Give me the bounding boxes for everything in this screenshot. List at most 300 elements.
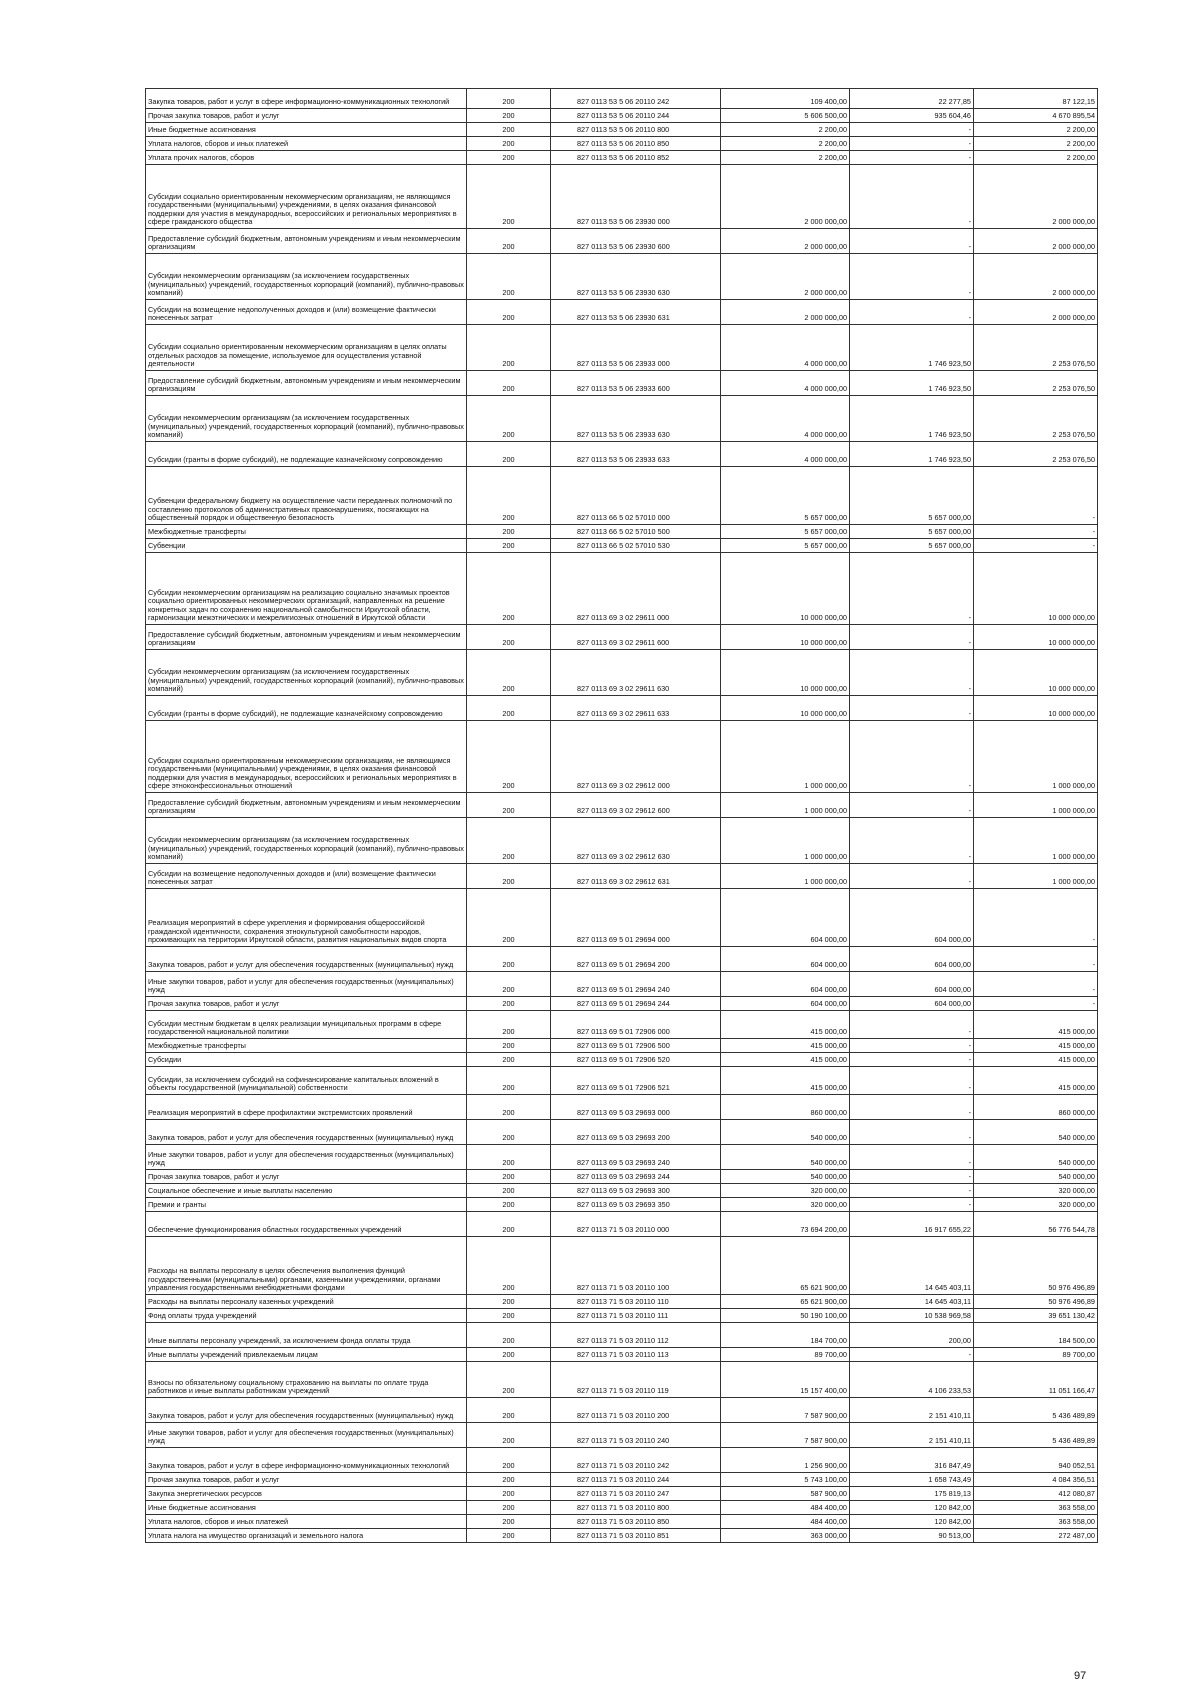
row-name: Субсидии некоммерческим организациям (за исключением государственных (муниципальных) учреждений, государственных корпораций (компаний), публично-правовых компаний) [146, 254, 467, 300]
row-name: Закупка товаров, работ и услуг для обеспечения государственных (муниципальных) нужд [146, 1120, 467, 1145]
row-line-code: 200 [467, 793, 551, 818]
row-approved-amount: 2 200,00 [721, 137, 850, 151]
row-executed-amount: - [850, 1348, 974, 1362]
row-name: Фонд оплаты труда учреждений [146, 1309, 467, 1323]
table-row [146, 818, 1098, 864]
row-name: Закупка товаров, работ и услуг для обеспечения государственных (муниципальных) нужд [146, 1398, 467, 1423]
table-row [146, 254, 1098, 300]
row-name: Прочая закупка товаров, работ и услуг [146, 997, 467, 1011]
row-name: Закупка товаров, работ и услуг в сфере информационно-коммуникационных технологий [146, 1448, 467, 1473]
row-executed-amount: - [850, 1145, 974, 1170]
table-row [146, 1170, 1098, 1184]
row-unexecuted-amount: 10 000 000,00 [974, 553, 1098, 625]
budget-execution-table [145, 88, 1098, 1543]
row-line-code: 200 [467, 1362, 551, 1398]
row-approved-amount: 587 900,00 [721, 1487, 850, 1501]
row-line-code: 200 [467, 818, 551, 864]
row-line-code: 200 [467, 625, 551, 650]
table-row [146, 1145, 1098, 1170]
row-name: Субсидии социально ориентированным некоммерческим организациям, не являющимся государственными (муниципальными) учреждениями, в целях оказания финансовой поддержки для участия в международных, всероссийских и региональных мероприятиях в сфере этноконфессиональных отношений [146, 721, 467, 793]
row-budget-code: 827 0113 53 5 06 20110 850 [551, 137, 721, 151]
table-row [146, 1212, 1098, 1237]
table-row [146, 300, 1098, 325]
row-unexecuted-amount: 87 122,15 [974, 89, 1098, 109]
row-approved-amount: 1 000 000,00 [721, 793, 850, 818]
row-budget-code: 827 0113 69 5 03 29693 300 [551, 1184, 721, 1198]
row-executed-amount: - [850, 1067, 974, 1095]
row-executed-amount: 2 151 410,11 [850, 1398, 974, 1423]
row-approved-amount: 5 657 000,00 [721, 467, 850, 525]
row-budget-code: 827 0113 71 5 03 20110 000 [551, 1212, 721, 1237]
budget-table-sheet [145, 88, 1097, 1543]
row-approved-amount: 10 000 000,00 [721, 553, 850, 625]
row-line-code: 200 [467, 972, 551, 997]
row-budget-code: 827 0113 71 5 03 20110 247 [551, 1487, 721, 1501]
row-executed-amount: - [850, 650, 974, 696]
row-executed-amount: 2 151 410,11 [850, 1423, 974, 1448]
table-row [146, 396, 1098, 442]
row-line-code: 200 [467, 864, 551, 889]
row-approved-amount: 320 000,00 [721, 1198, 850, 1212]
row-unexecuted-amount: 320 000,00 [974, 1198, 1098, 1212]
row-approved-amount: 10 000 000,00 [721, 696, 850, 721]
row-line-code: 200 [467, 89, 551, 109]
row-budget-code: 827 0113 71 5 03 20110 112 [551, 1323, 721, 1348]
row-unexecuted-amount: 39 651 130,42 [974, 1309, 1098, 1323]
row-unexecuted-amount: 2 253 076,50 [974, 396, 1098, 442]
row-line-code: 200 [467, 442, 551, 467]
row-approved-amount: 89 700,00 [721, 1348, 850, 1362]
row-unexecuted-amount: 2 200,00 [974, 151, 1098, 165]
row-line-code: 200 [467, 325, 551, 371]
row-line-code: 200 [467, 1529, 551, 1543]
row-budget-code: 827 0113 71 5 03 20110 100 [551, 1237, 721, 1295]
row-budget-code: 827 0113 69 5 03 29693 240 [551, 1145, 721, 1170]
row-name: Субсидии на возмещение недополученных доходов и (или) возмещение фактически понесенных затрат [146, 864, 467, 889]
row-approved-amount: 1 000 000,00 [721, 864, 850, 889]
row-executed-amount: 5 657 000,00 [850, 539, 974, 553]
row-unexecuted-amount: 50 976 496,89 [974, 1295, 1098, 1309]
table-row [146, 997, 1098, 1011]
row-name: Субсидии некоммерческим организациям на реализацию социально значимых проектов социально ориентированных некоммерческих организаций, направленных на решение конкретных задач по сохранению национальной самобытности Иркутской области, гармонизации межэтнических и межрелигиозных отношений в Иркутской области [146, 553, 467, 625]
row-line-code: 200 [467, 109, 551, 123]
row-line-code: 200 [467, 137, 551, 151]
row-approved-amount: 484 400,00 [721, 1515, 850, 1529]
row-line-code: 200 [467, 889, 551, 947]
row-budget-code: 827 0113 71 5 03 20110 240 [551, 1423, 721, 1448]
row-name: Взносы по обязательному социальному страхованию на выплаты по оплате труда работников и иные выплаты работникам учреждений [146, 1362, 467, 1398]
table-row [146, 650, 1098, 696]
row-budget-code: 827 0113 69 5 01 29694 244 [551, 997, 721, 1011]
row-unexecuted-amount: 184 500,00 [974, 1323, 1098, 1348]
row-executed-amount: - [850, 1053, 974, 1067]
row-executed-amount: 1 746 923,50 [850, 442, 974, 467]
row-budget-code: 827 0113 69 5 01 72906 500 [551, 1039, 721, 1053]
row-executed-amount: 120 842,00 [850, 1515, 974, 1529]
row-executed-amount: - [850, 1170, 974, 1184]
table-row [146, 1039, 1098, 1053]
table-row [146, 1529, 1098, 1543]
row-unexecuted-amount: 5 436 489,89 [974, 1423, 1098, 1448]
row-name: Закупка товаров, работ и услуг в сфере информационно-коммуникационных технологий [146, 89, 467, 109]
row-name: Социальное обеспечение и иные выплаты населению [146, 1184, 467, 1198]
row-unexecuted-amount: 320 000,00 [974, 1184, 1098, 1198]
row-budget-code: 827 0113 53 5 06 20110 852 [551, 151, 721, 165]
row-budget-code: 827 0113 69 5 01 72906 520 [551, 1053, 721, 1067]
row-name: Иные бюджетные ассигнования [146, 1501, 467, 1515]
row-approved-amount: 65 621 900,00 [721, 1295, 850, 1309]
row-budget-code: 827 0113 53 5 06 23930 631 [551, 300, 721, 325]
row-unexecuted-amount: 1 000 000,00 [974, 818, 1098, 864]
row-approved-amount: 2 000 000,00 [721, 229, 850, 254]
row-approved-amount: 1 256 900,00 [721, 1448, 850, 1473]
row-budget-code: 827 0113 69 5 01 72906 000 [551, 1011, 721, 1039]
row-line-code: 200 [467, 123, 551, 137]
row-executed-amount: - [850, 696, 974, 721]
row-name: Расходы на выплаты персоналу в целях обеспечения выполнения функций государственными (муниципальными) органами, казенными учреждениями, органами управления государственными внебюджетными фондами [146, 1237, 467, 1295]
row-unexecuted-amount: 10 000 000,00 [974, 696, 1098, 721]
row-approved-amount: 15 157 400,00 [721, 1362, 850, 1398]
row-executed-amount: 604 000,00 [850, 997, 974, 1011]
row-executed-amount: 175 819,13 [850, 1487, 974, 1501]
row-executed-amount: - [850, 625, 974, 650]
row-approved-amount: 4 000 000,00 [721, 325, 850, 371]
row-approved-amount: 10 000 000,00 [721, 650, 850, 696]
row-line-code: 200 [467, 1398, 551, 1423]
row-line-code: 200 [467, 1423, 551, 1448]
row-name: Предоставление субсидий бюджетным, автономным учреждениям и иным некоммерческим организациям [146, 371, 467, 396]
row-unexecuted-amount: 540 000,00 [974, 1145, 1098, 1170]
row-name: Обеспечение функционирования областных государственных учреждений [146, 1212, 467, 1237]
row-line-code: 200 [467, 539, 551, 553]
row-budget-code: 827 0113 69 5 01 29694 200 [551, 947, 721, 972]
row-budget-code: 827 0113 69 5 03 29693 200 [551, 1120, 721, 1145]
row-executed-amount: - [850, 151, 974, 165]
row-name: Предоставление субсидий бюджетным, автономным учреждениям и иным некоммерческим организациям [146, 793, 467, 818]
row-line-code: 200 [467, 1184, 551, 1198]
row-approved-amount: 604 000,00 [721, 947, 850, 972]
table-row [146, 972, 1098, 997]
row-line-code: 200 [467, 553, 551, 625]
row-budget-code: 827 0113 66 5 02 57010 530 [551, 539, 721, 553]
row-unexecuted-amount: 2 000 000,00 [974, 254, 1098, 300]
row-approved-amount: 4 000 000,00 [721, 396, 850, 442]
row-name: Иные бюджетные ассигнования [146, 123, 467, 137]
table-row [146, 1095, 1098, 1120]
row-name: Уплата налога на имущество организаций и земельного налога [146, 1529, 467, 1543]
row-executed-amount: 90 513,00 [850, 1529, 974, 1543]
row-unexecuted-amount: 860 000,00 [974, 1095, 1098, 1120]
row-approved-amount: 5 743 100,00 [721, 1473, 850, 1487]
row-unexecuted-amount: 2 000 000,00 [974, 300, 1098, 325]
row-budget-code: 827 0113 53 5 06 23933 000 [551, 325, 721, 371]
row-approved-amount: 540 000,00 [721, 1120, 850, 1145]
row-unexecuted-amount: - [974, 467, 1098, 525]
row-executed-amount: 5 657 000,00 [850, 467, 974, 525]
row-line-code: 200 [467, 1145, 551, 1170]
row-budget-code: 827 0113 69 5 03 29693 244 [551, 1170, 721, 1184]
row-approved-amount: 415 000,00 [721, 1053, 850, 1067]
row-unexecuted-amount: 2 200,00 [974, 137, 1098, 151]
table-row [146, 1515, 1098, 1529]
table-row [146, 947, 1098, 972]
table-row [146, 137, 1098, 151]
row-name: Закупка энергетических ресурсов [146, 1487, 467, 1501]
row-budget-code: 827 0113 71 5 03 20110 200 [551, 1398, 721, 1423]
row-budget-code: 827 0113 69 3 02 29612 631 [551, 864, 721, 889]
row-line-code: 200 [467, 1515, 551, 1529]
row-approved-amount: 415 000,00 [721, 1039, 850, 1053]
row-name: Иные закупки товаров, работ и услуг для обеспечения государственных (муниципальных) нужд [146, 1145, 467, 1170]
row-approved-amount: 2 000 000,00 [721, 165, 850, 229]
row-executed-amount: - [850, 300, 974, 325]
table-row [146, 1237, 1098, 1295]
row-unexecuted-amount: 4 084 356,51 [974, 1473, 1098, 1487]
row-budget-code: 827 0113 69 3 02 29612 000 [551, 721, 721, 793]
row-executed-amount: - [850, 721, 974, 793]
row-executed-amount: 1 746 923,50 [850, 396, 974, 442]
table-row [146, 539, 1098, 553]
row-line-code: 200 [467, 1309, 551, 1323]
table-row [146, 525, 1098, 539]
row-name: Иные выплаты учреждений привлекаемым лицам [146, 1348, 467, 1362]
row-budget-code: 827 0113 71 5 03 20110 242 [551, 1448, 721, 1473]
row-approved-amount: 50 190 100,00 [721, 1309, 850, 1323]
row-name: Субвенции [146, 539, 467, 553]
row-line-code: 200 [467, 467, 551, 525]
row-approved-amount: 4 000 000,00 [721, 371, 850, 396]
row-approved-amount: 604 000,00 [721, 889, 850, 947]
row-line-code: 200 [467, 1212, 551, 1237]
table-row [146, 1448, 1098, 1473]
row-approved-amount: 109 400,00 [721, 89, 850, 109]
row-executed-amount: - [850, 229, 974, 254]
row-executed-amount: 935 604,46 [850, 109, 974, 123]
row-unexecuted-amount: 363 558,00 [974, 1501, 1098, 1515]
row-name: Иные закупки товаров, работ и услуг для обеспечения государственных (муниципальных) нужд [146, 1423, 467, 1448]
row-budget-code: 827 0113 53 5 06 20110 242 [551, 89, 721, 109]
table-row [146, 1053, 1098, 1067]
table-row [146, 1011, 1098, 1039]
row-executed-amount: - [850, 123, 974, 137]
row-executed-amount: 16 917 655,22 [850, 1212, 974, 1237]
row-unexecuted-amount: 2 200,00 [974, 123, 1098, 137]
row-name: Субвенции федеральному бюджету на осуществление части переданных полномочий по составлению протоколов об административных правонарушениях, посягающих на общественный порядок и общественную безопасность [146, 467, 467, 525]
row-budget-code: 827 0113 71 5 03 20110 244 [551, 1473, 721, 1487]
row-name: Расходы на выплаты персоналу казенных учреждений [146, 1295, 467, 1309]
row-approved-amount: 415 000,00 [721, 1067, 850, 1095]
row-executed-amount: 120 842,00 [850, 1501, 974, 1515]
table-row [146, 109, 1098, 123]
table-row [146, 151, 1098, 165]
row-approved-amount: 5 657 000,00 [721, 539, 850, 553]
table-row [146, 442, 1098, 467]
row-budget-code: 827 0113 69 3 02 29611 633 [551, 696, 721, 721]
row-name: Межбюджетные трансферты [146, 1039, 467, 1053]
row-name: Прочая закупка товаров, работ и услуг [146, 109, 467, 123]
row-unexecuted-amount: 412 080,87 [974, 1487, 1098, 1501]
row-budget-code: 827 0113 69 3 02 29612 630 [551, 818, 721, 864]
row-unexecuted-amount: 10 000 000,00 [974, 625, 1098, 650]
table-row [146, 793, 1098, 818]
row-line-code: 200 [467, 1487, 551, 1501]
row-unexecuted-amount: 56 776 544,78 [974, 1212, 1098, 1237]
row-budget-code: 827 0113 69 5 01 29694 000 [551, 889, 721, 947]
row-name: Субсидии местным бюджетам в целях реализации муниципальных программ в сфере государственной национальной политики [146, 1011, 467, 1039]
row-line-code: 200 [467, 997, 551, 1011]
table-row [146, 371, 1098, 396]
row-approved-amount: 7 587 900,00 [721, 1423, 850, 1448]
row-budget-code: 827 0113 53 5 06 23933 600 [551, 371, 721, 396]
row-budget-code: 827 0113 71 5 03 20110 850 [551, 1515, 721, 1529]
row-unexecuted-amount: - [974, 947, 1098, 972]
row-budget-code: 827 0113 71 5 03 20110 113 [551, 1348, 721, 1362]
table-row [146, 889, 1098, 947]
table-row [146, 1120, 1098, 1145]
row-approved-amount: 2 200,00 [721, 123, 850, 137]
row-unexecuted-amount: 2 000 000,00 [974, 229, 1098, 254]
row-unexecuted-amount: 1 000 000,00 [974, 793, 1098, 818]
row-name: Предоставление субсидий бюджетным, автономным учреждениям и иным некоммерческим организациям [146, 625, 467, 650]
row-budget-code: 827 0113 71 5 03 20110 111 [551, 1309, 721, 1323]
row-line-code: 200 [467, 1448, 551, 1473]
table-row [146, 553, 1098, 625]
row-budget-code: 827 0113 53 5 06 23933 633 [551, 442, 721, 467]
row-budget-code: 827 0113 69 5 03 29693 000 [551, 1095, 721, 1120]
row-line-code: 200 [467, 1237, 551, 1295]
row-unexecuted-amount: 50 976 496,89 [974, 1237, 1098, 1295]
row-name: Уплата налогов, сборов и иных платежей [146, 1515, 467, 1529]
row-executed-amount: 10 538 969,58 [850, 1309, 974, 1323]
row-approved-amount: 540 000,00 [721, 1145, 850, 1170]
row-budget-code: 827 0113 69 3 02 29611 600 [551, 625, 721, 650]
row-executed-amount: 200,00 [850, 1323, 974, 1348]
row-executed-amount: - [850, 793, 974, 818]
row-executed-amount: - [850, 1011, 974, 1039]
row-unexecuted-amount: 272 487,00 [974, 1529, 1098, 1543]
row-executed-amount: - [850, 254, 974, 300]
page-number: 97 [1074, 1670, 1087, 1682]
row-name: Субсидии (гранты в форме субсидий), не подлежащие казначейскому сопровождению [146, 442, 467, 467]
row-unexecuted-amount: 2 253 076,50 [974, 371, 1098, 396]
row-unexecuted-amount: - [974, 539, 1098, 553]
row-executed-amount: 5 657 000,00 [850, 525, 974, 539]
row-budget-code: 827 0113 66 5 02 57010 500 [551, 525, 721, 539]
row-executed-amount: 22 277,85 [850, 89, 974, 109]
row-executed-amount: 4 106 233,53 [850, 1362, 974, 1398]
table-row [146, 1362, 1098, 1398]
row-line-code: 200 [467, 525, 551, 539]
row-name: Межбюджетные трансферты [146, 525, 467, 539]
row-line-code: 200 [467, 696, 551, 721]
table-row [146, 229, 1098, 254]
row-unexecuted-amount: 5 436 489,89 [974, 1398, 1098, 1423]
row-line-code: 200 [467, 1198, 551, 1212]
row-name: Предоставление субсидий бюджетным, автономным учреждениям и иным некоммерческим организациям [146, 229, 467, 254]
table-row [146, 89, 1098, 109]
row-unexecuted-amount: - [974, 997, 1098, 1011]
row-name: Субсидии (гранты в форме субсидий), не подлежащие казначейскому сопровождению [146, 696, 467, 721]
row-approved-amount: 73 694 200,00 [721, 1212, 850, 1237]
row-approved-amount: 2 000 000,00 [721, 300, 850, 325]
row-name: Субсидии на возмещение недополученных доходов и (или) возмещение фактически понесенных затрат [146, 300, 467, 325]
table-row [146, 721, 1098, 793]
table-row [146, 1348, 1098, 1362]
table-row [146, 1473, 1098, 1487]
row-approved-amount: 320 000,00 [721, 1184, 850, 1198]
row-budget-code: 827 0113 66 5 02 57010 000 [551, 467, 721, 525]
row-approved-amount: 65 621 900,00 [721, 1237, 850, 1295]
table-row [146, 1067, 1098, 1095]
row-executed-amount: - [850, 818, 974, 864]
row-line-code: 200 [467, 1095, 551, 1120]
row-unexecuted-amount: 940 052,51 [974, 1448, 1098, 1473]
row-name: Прочая закупка товаров, работ и услуг [146, 1170, 467, 1184]
row-approved-amount: 484 400,00 [721, 1501, 850, 1515]
row-unexecuted-amount: 89 700,00 [974, 1348, 1098, 1362]
row-budget-code: 827 0113 69 3 02 29611 630 [551, 650, 721, 696]
row-executed-amount: - [850, 1120, 974, 1145]
table-row [146, 1309, 1098, 1323]
row-budget-code: 827 0113 71 5 03 20110 851 [551, 1529, 721, 1543]
row-unexecuted-amount: 2 253 076,50 [974, 442, 1098, 467]
row-line-code: 200 [467, 165, 551, 229]
row-budget-code: 827 0113 71 5 03 20110 110 [551, 1295, 721, 1309]
table-row [146, 123, 1098, 137]
row-line-code: 200 [467, 947, 551, 972]
row-budget-code: 827 0113 71 5 03 20110 119 [551, 1362, 721, 1398]
row-executed-amount: 1 746 923,50 [850, 371, 974, 396]
row-line-code: 200 [467, 1039, 551, 1053]
row-executed-amount: 14 645 403,11 [850, 1295, 974, 1309]
row-line-code: 200 [467, 229, 551, 254]
row-name: Закупка товаров, работ и услуг для обеспечения государственных (муниципальных) нужд [146, 947, 467, 972]
row-line-code: 200 [467, 721, 551, 793]
row-unexecuted-amount: 10 000 000,00 [974, 650, 1098, 696]
row-executed-amount: 316 847,49 [850, 1448, 974, 1473]
row-executed-amount: 1 658 743,49 [850, 1473, 974, 1487]
row-approved-amount: 10 000 000,00 [721, 625, 850, 650]
row-name: Субсидии [146, 1053, 467, 1067]
row-budget-code: 827 0113 53 5 06 23933 630 [551, 396, 721, 442]
row-unexecuted-amount: 1 000 000,00 [974, 864, 1098, 889]
row-name: Субсидии социально ориентированным некоммерческим организациям в целях оплаты отдельных расходов за помещение, используемое для осуществления уставной деятельности [146, 325, 467, 371]
row-name: Уплата прочих налогов, сборов [146, 151, 467, 165]
row-name: Субсидии некоммерческим организациям (за исключением государственных (муниципальных) учреждений, государственных корпораций (компаний), публично-правовых компаний) [146, 650, 467, 696]
row-approved-amount: 1 000 000,00 [721, 818, 850, 864]
row-budget-code: 827 0113 69 3 02 29612 600 [551, 793, 721, 818]
row-line-code: 200 [467, 151, 551, 165]
table-row [146, 1323, 1098, 1348]
row-name: Реализация мероприятий в сфере укрепления и формирования общероссийской гражданской идентичности, сохранения этнокультурной самобытности народов, проживающих на территории Иркутской области, развития национальных видов спорта [146, 889, 467, 947]
row-budget-code: 827 0113 53 5 06 23930 600 [551, 229, 721, 254]
row-line-code: 200 [467, 396, 551, 442]
row-approved-amount: 604 000,00 [721, 997, 850, 1011]
row-name: Иные закупки товаров, работ и услуг для обеспечения государственных (муниципальных) нужд [146, 972, 467, 997]
row-approved-amount: 2 000 000,00 [721, 254, 850, 300]
row-budget-code: 827 0113 69 3 02 29611 000 [551, 553, 721, 625]
row-line-code: 200 [467, 254, 551, 300]
row-budget-code: 827 0113 53 5 06 23930 000 [551, 165, 721, 229]
row-budget-code: 827 0113 53 5 06 20110 244 [551, 109, 721, 123]
row-executed-amount: - [850, 864, 974, 889]
row-line-code: 200 [467, 371, 551, 396]
row-budget-code: 827 0113 69 5 01 72906 521 [551, 1067, 721, 1095]
table-row [146, 1198, 1098, 1212]
table-row [146, 864, 1098, 889]
row-unexecuted-amount: 540 000,00 [974, 1170, 1098, 1184]
row-line-code: 200 [467, 1501, 551, 1515]
